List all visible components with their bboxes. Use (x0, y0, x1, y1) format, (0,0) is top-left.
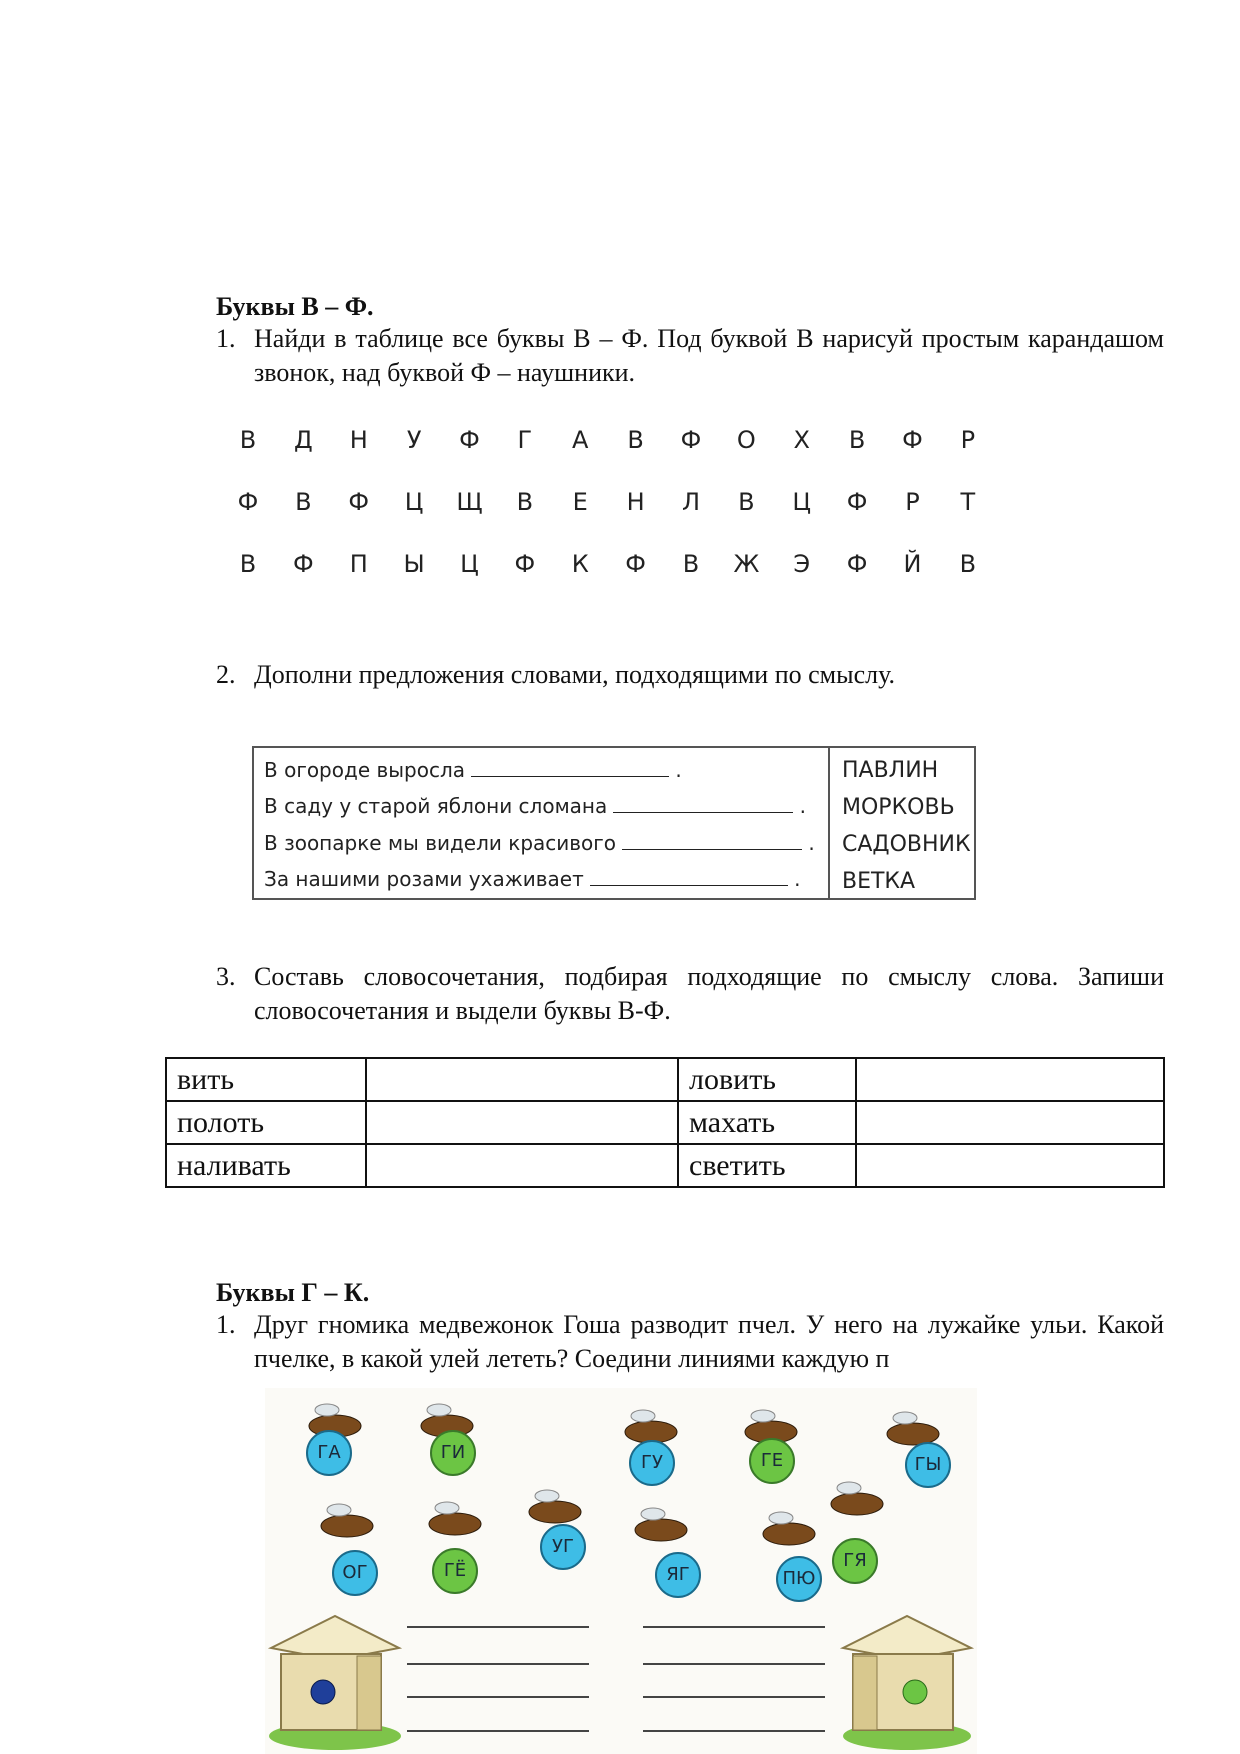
letter-grid-row (228, 426, 988, 470)
bee-icon (321, 1504, 373, 1537)
word-option: САДОВНИК (842, 832, 971, 857)
verb-cell: светить (678, 1144, 856, 1187)
answer-line[interactable] (407, 1663, 589, 1665)
letter-cell: Г (517, 426, 533, 454)
answer-line[interactable] (407, 1730, 589, 1732)
beehive-blue-icon[interactable] (265, 1608, 405, 1754)
letter-grid-row (228, 488, 988, 532)
letter-cell: Ф (348, 488, 370, 516)
answer-line[interactable] (643, 1626, 825, 1628)
bee-icon (429, 1502, 481, 1535)
letter-cell: Ф (459, 426, 480, 454)
bee-syllable-bubble[interactable]: ГЁ (432, 1548, 478, 1594)
verb-cell: наливать (166, 1144, 366, 1187)
bee-syllable-bubble[interactable]: ГЫ (905, 1442, 951, 1488)
task-number: 1. (216, 1310, 236, 1339)
answer-cell[interactable] (366, 1058, 678, 1101)
sentence-text: В огороде выросла (264, 758, 466, 782)
word-option: МОРКОВЬ (842, 795, 955, 820)
bee-syllable-bubble[interactable]: ПЮ (776, 1556, 822, 1602)
letter-cell: В (627, 426, 644, 454)
bee-icon (887, 1412, 939, 1445)
letter-cell: Ф (846, 488, 868, 516)
task-3-instructions (216, 960, 1164, 1028)
task-4-instructions (216, 1308, 1164, 1388)
letter-cell: В (959, 550, 977, 578)
bee-syllable-bubble[interactable]: ГЯ (832, 1538, 878, 1584)
letter-cell: Ц (792, 488, 812, 516)
task-number: 1. (216, 324, 236, 353)
letter-cell: Ф (902, 426, 923, 454)
letter-cell: В (738, 488, 755, 516)
answer-cell[interactable] (856, 1101, 1164, 1144)
letter-cell: Х (793, 426, 810, 454)
letter-cell: Н (349, 426, 368, 454)
sentence-2: В саду у старой яблони сломана . (264, 794, 806, 818)
letter-cell: Р (960, 426, 976, 454)
letter-cell: А (572, 426, 589, 454)
answer-cell[interactable] (366, 1101, 678, 1144)
letter-cell: Ф (514, 550, 536, 578)
letter-cell: В (239, 550, 257, 578)
letter-cell: Н (626, 488, 645, 516)
letter-cell: В (682, 550, 700, 578)
answer-line[interactable] (407, 1626, 589, 1628)
sentence-completion-box (252, 746, 976, 900)
letter-cell: Ф (846, 550, 868, 578)
answer-blank[interactable] (471, 760, 669, 777)
letter-cell: П (349, 550, 368, 578)
answer-blank[interactable] (590, 869, 788, 886)
section-heading-g-k: Буквы Г – К. (216, 1278, 370, 1307)
letter-cell: Й (903, 550, 922, 578)
letter-cell: Э (793, 550, 811, 578)
table-row (166, 1101, 1164, 1144)
letter-cell: У (406, 426, 422, 454)
section-heading-v-f: Буквы В – Ф. (216, 292, 374, 321)
word-combination-table (165, 1057, 1165, 1188)
letter-cell: К (571, 550, 589, 578)
task-text: Друг гномика медвежонок Гоша разводит пчел. У него на лужайке ульи. Какой пчелке, в какой улей лететь? Соедини линиями каждую п (254, 1310, 1164, 1373)
task-2-instructions (216, 658, 1164, 692)
bee-syllable-bubble[interactable]: ОГ (332, 1550, 378, 1596)
answer-line[interactable] (643, 1663, 825, 1665)
table-row (166, 1144, 1164, 1187)
column-divider (828, 748, 830, 898)
sentence-text: За нашими розами ухаживает (264, 867, 584, 891)
bee-icon (635, 1508, 687, 1541)
answer-blank[interactable] (613, 796, 793, 813)
letter-cell: Д (294, 426, 313, 454)
verb-cell: вить (166, 1058, 366, 1101)
word-option: ВЕТКА (842, 869, 916, 894)
table-row (166, 1058, 1164, 1101)
letter-cell: Ф (680, 426, 702, 454)
beehive-green-icon[interactable] (839, 1608, 977, 1754)
sentence-1: В огороде выросла . (264, 758, 682, 782)
letter-cell: Р (905, 488, 920, 516)
bee-syllable-bubble[interactable]: ГА (306, 1430, 352, 1476)
letter-grid (228, 412, 988, 602)
bee-syllable-bubble[interactable]: ЯГ (655, 1552, 701, 1598)
letter-cell: В (295, 488, 312, 516)
letter-cell: Ф (293, 550, 314, 578)
letter-cell: Л (681, 488, 701, 516)
letter-cell: Щ (456, 488, 483, 516)
bees-and-hives-illustration (265, 1388, 977, 1754)
answer-cell[interactable] (856, 1144, 1164, 1187)
bee-syllable-bubble[interactable]: ГИ (430, 1430, 476, 1476)
bee-icon (529, 1490, 581, 1523)
sentence-4: За нашими розами ухаживает . (264, 867, 801, 891)
letter-cell: Т (960, 488, 976, 516)
task-text: Дополни предложения словами, подходящими по смыслу. (254, 660, 896, 689)
answer-line[interactable] (643, 1730, 825, 1732)
task-number: 3. (216, 962, 236, 991)
letter-cell: О (736, 426, 756, 454)
sentence-3: В зоопарке мы видели красивого . (264, 831, 815, 855)
letter-cell: В (516, 488, 534, 516)
letter-cell: Ц (460, 550, 479, 578)
word-option: ПАВЛИН (842, 758, 939, 783)
sentence-text: В саду у старой яблони сломана (264, 794, 608, 818)
letter-cell: В (848, 426, 866, 454)
letter-cell: Ы (403, 550, 425, 578)
answer-cell[interactable] (856, 1058, 1164, 1101)
letter-cell: Е (572, 488, 588, 516)
answer-blank[interactable] (622, 833, 802, 850)
answer-line[interactable] (407, 1696, 589, 1698)
verb-cell: ловить (678, 1058, 856, 1101)
task-1-instructions (216, 322, 1164, 390)
letter-cell: Ф (625, 550, 646, 578)
bee-icon (763, 1512, 815, 1545)
bee-syllable-bubble[interactable]: УГ (540, 1524, 586, 1570)
verb-cell: махать (678, 1101, 856, 1144)
answer-cell[interactable] (366, 1144, 678, 1187)
letter-cell: Ф (237, 488, 259, 516)
bee-syllable-bubble[interactable]: ГУ (629, 1440, 675, 1486)
letter-grid-row (228, 550, 988, 594)
bee-icon (831, 1482, 883, 1515)
answer-line[interactable] (643, 1696, 825, 1698)
letter-cell: Ц (404, 488, 424, 516)
verb-cell: полоть (166, 1101, 366, 1144)
task-text: Составь словосочетания, подбирая подходящие по смыслу слова. Запиши словосочетания и выдели буквы В-Ф. (254, 962, 1164, 1025)
sentence-text: В зоопарке мы видели красивого (264, 831, 617, 855)
task-text: Найди в таблице все буквы В – Ф. Под буквой В нарисуй простым карандашом звонок, над буквой Ф – наушники. (254, 324, 1164, 387)
bee-syllable-bubble[interactable]: ГЕ (749, 1438, 795, 1484)
letter-cell: В (239, 426, 257, 454)
task-number: 2. (216, 660, 236, 689)
bee-icon (625, 1410, 677, 1443)
letter-cell: Ж (733, 550, 760, 578)
